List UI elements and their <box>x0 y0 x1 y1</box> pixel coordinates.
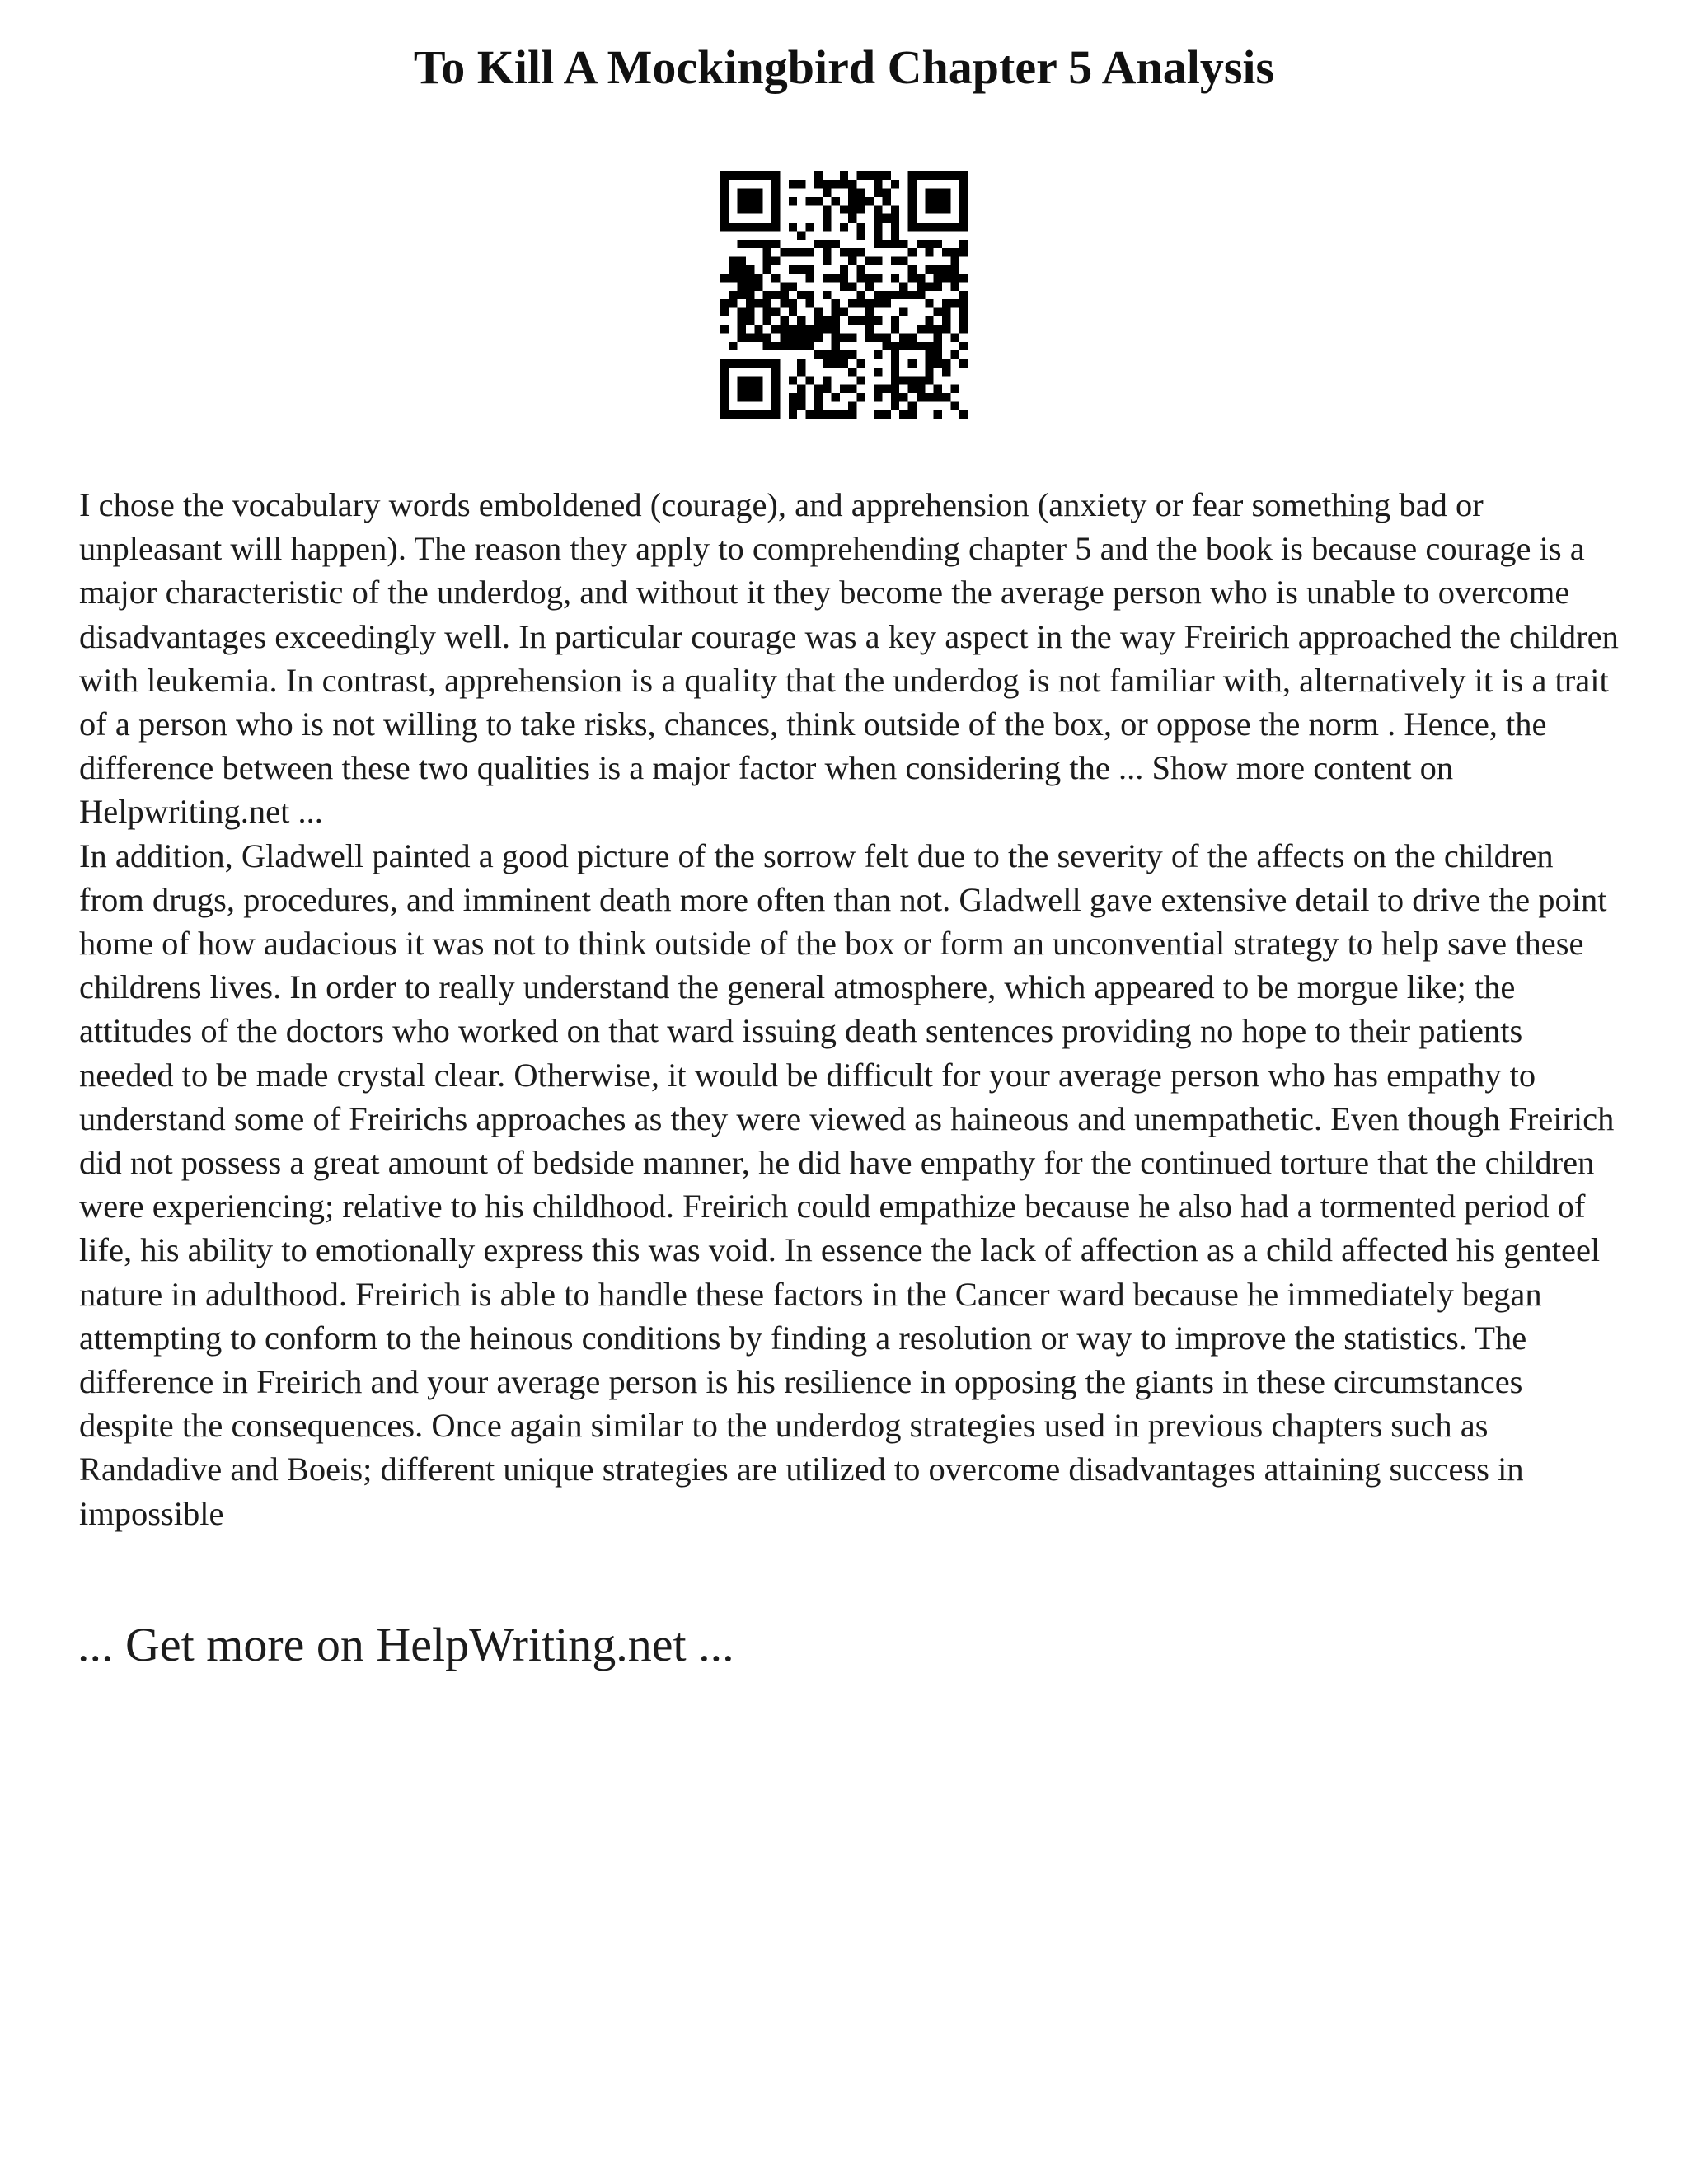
article-body <box>79 483 1620 1535</box>
paragraph: In addition, Gladwell painted a good picture of the sorrow felt due to the severity of the affects on the children from drugs, procedures, and imminent death more often than not. Gladwell gave extensive detail to drive the point home of how audacious it was not to think outside of the box or form an unconvential strategy to help save these childrens lives. In order to really understand the general atmosphere, which appeared to be morgue like; the attitudes of the doctors who worked on that ward issuing death sentences providing no hope to their patients needed to be made crystal clear. Otherwise, it would be difficult for your average person who has empathy to understand some of Freirichs approaches as they were viewed as haineous and unempathetic. Even though Freirich did not possess a great amount of bedside manner, he did have empathy for the continued torture that the children were experiencing; relative to his childhood. Freirich could empathize because he also had a tormented period of life, his ability to emotionally express this was void. In essence the lack of affection as a child affected his genteel nature in adulthood. Freirich is able to handle these factors in the Cancer ward because he immediately began attempting to conform to the heinous conditions by finding a resolution or way to improve the statistics. The difference in Freirich and your average person is his resilience in opposing the giants in these circumstances despite the consequences. Once again similar to the underdog strategies used in previous chapters such as Randadive and Boeis; different unique strategies are utilized to overcome disadvantages attaining success in impossible <box>79 837 1615 1532</box>
paragraph: I chose the vocabulary words emboldened (courage), and apprehension (anxiety or fear something bad or unpleasant will happen). The reason they apply to comprehending chapter 5 and the book is because courage is a major characteristic of the underdog, and without it they become the average person who is unable to overcome disadvantages exceedingly well. In particular courage was a key aspect in the way Freirich approached the children with leukemia. In contrast, apprehension is a quality that the underdog is not familiar with, alternatively it is a trait of a person who is not willing to take risks, chances, think outside of the box, or oppose the norm . Hence, the difference between these two qualities is a major factor when considering the ... Show more content on Helpwriting.net ... <box>79 486 1619 831</box>
qr-code-icon <box>720 171 968 419</box>
get-more-link[interactable]: ... Get more on HelpWriting.net ... <box>77 1618 734 1671</box>
page-title: To Kill A Mockingbird Chapter 5 Analysis <box>413 40 1275 94</box>
